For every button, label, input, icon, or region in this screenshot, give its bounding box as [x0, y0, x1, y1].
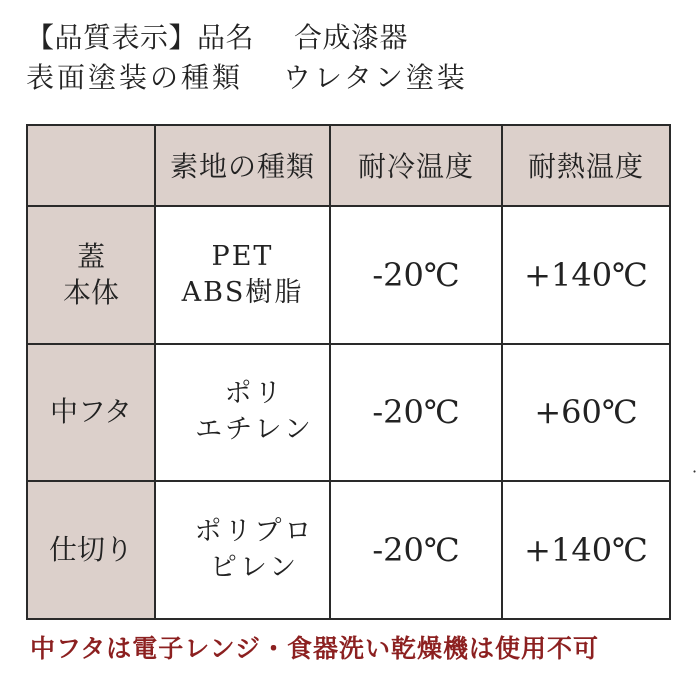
column-header-cold-resistance: 耐冷温度	[330, 125, 502, 206]
spec-table	[26, 124, 671, 620]
column-header-material: 素地の種類	[155, 125, 330, 206]
table-row	[27, 481, 670, 619]
coating-type-value: ウレタン塗装	[283, 61, 468, 94]
row-header-inner-lid: 中フタ	[27, 344, 155, 482]
cold-temp-cell: -20℃	[330, 344, 502, 482]
row-header-divider: 仕切り	[27, 481, 155, 619]
heat-temp-cell: +60℃	[502, 344, 670, 482]
product-name-label: 【品質表示】品名	[26, 21, 255, 54]
table-row	[27, 344, 670, 482]
heat-temp-cell: +140℃	[502, 206, 670, 344]
cold-temp-cell: -20℃	[330, 206, 502, 344]
coating-line	[26, 60, 468, 96]
material-cell: ポリプロ ピレン	[155, 481, 330, 619]
quality-label-line	[26, 20, 408, 56]
product-name-value: 合成漆器	[294, 21, 409, 54]
edge-mark: ·	[692, 462, 698, 481]
heat-temp-cell: +140℃	[502, 481, 670, 619]
table-header-row	[27, 125, 670, 206]
corner-cell	[27, 125, 155, 206]
usage-warning-note: 中フタは電子レンジ・食器洗い乾燥機は使用不可	[30, 634, 600, 663]
column-header-heat-resistance: 耐熱温度	[502, 125, 670, 206]
row-header-lid-body: 蓋 本体	[27, 206, 155, 344]
cold-temp-cell: -20℃	[330, 481, 502, 619]
material-cell: PET ABS樹脂	[155, 206, 330, 344]
table-row	[27, 206, 670, 344]
material-cell: ポリ エチレン	[155, 344, 330, 482]
coating-type-label: 表面塗装の種類	[26, 61, 244, 94]
